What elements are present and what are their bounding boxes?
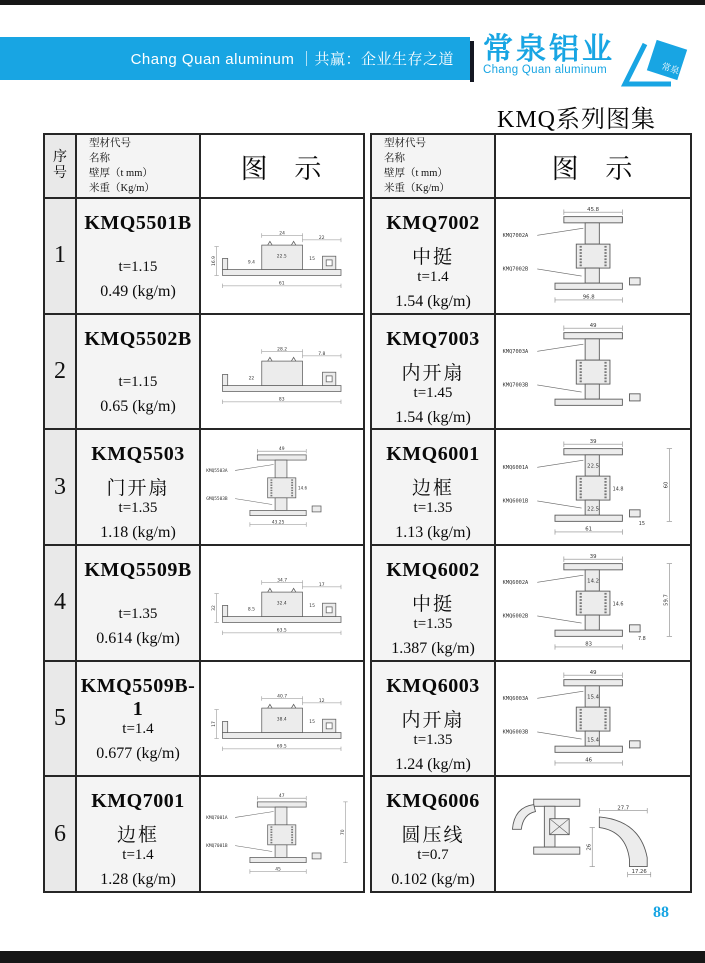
profile-cross-section xyxy=(204,214,360,297)
profile-weight: 1.387 (kg/m) xyxy=(391,640,475,658)
serial-cell xyxy=(45,430,77,544)
serial-header-label: 序号 xyxy=(53,149,67,181)
right-table xyxy=(370,133,692,893)
table-row xyxy=(45,662,363,778)
info-header-line: 壁厚（t mm） xyxy=(89,168,153,179)
svg-text:43.25: 43.25 xyxy=(271,520,285,526)
serial-cell xyxy=(45,662,77,776)
svg-text:KMQ7003B: KMQ7003B xyxy=(502,382,529,389)
profile-info-cell xyxy=(372,430,496,544)
profile-thickness: t=1.35 xyxy=(413,616,453,633)
profile-name: 中挺 xyxy=(411,247,454,268)
svg-text:12: 12 xyxy=(319,698,325,704)
brand-logo xyxy=(483,34,699,92)
svg-text:KMQ6001B: KMQ6001B xyxy=(502,498,529,505)
profile-name: 中挺 xyxy=(411,594,454,616)
profile-weight: 1.54 (kg/m) xyxy=(395,408,471,426)
table-row xyxy=(372,430,690,546)
profile-code: KMQ5501B xyxy=(84,212,192,234)
profile-code: KMQ5509B-1 xyxy=(80,674,196,720)
profile-info-cell xyxy=(77,430,201,544)
info-header-line: 名称 xyxy=(89,152,110,164)
profile-cross-section xyxy=(500,669,686,768)
svg-text:KMQ6001A: KMQ6001A xyxy=(502,464,529,471)
brand-name-en: Chang Quan aluminum xyxy=(483,63,607,76)
profile-weight: 1.18 (kg/m) xyxy=(100,524,176,542)
profile-thickness: t=1.45 xyxy=(413,384,453,401)
diamond-logo-icon xyxy=(615,34,699,92)
profile-thickness: t=1.15 xyxy=(118,258,158,275)
serial-number: 6 xyxy=(54,820,66,847)
profile-info xyxy=(77,430,199,544)
svg-text:KMQ7003A: KMQ7003A xyxy=(502,348,529,355)
serial-number: 4 xyxy=(54,589,66,616)
svg-text:49: 49 xyxy=(589,669,597,676)
profile-info-cell xyxy=(372,777,496,891)
header-serial-cell xyxy=(45,135,77,197)
profile-cross-section xyxy=(204,446,360,529)
svg-text:70: 70 xyxy=(341,829,347,835)
svg-text:45.8: 45.8 xyxy=(587,207,599,214)
svg-text:24: 24 xyxy=(279,231,286,237)
table-row xyxy=(45,546,363,662)
profile-info xyxy=(372,546,494,660)
svg-text:15: 15 xyxy=(638,520,645,527)
profile-cross-section xyxy=(204,330,360,413)
table-row xyxy=(45,315,363,431)
svg-text:34.7: 34.7 xyxy=(277,578,288,584)
svg-text:28.2: 28.2 xyxy=(277,347,288,353)
banner-divider xyxy=(470,41,474,82)
profile-cross-section xyxy=(500,553,686,652)
svg-text:45: 45 xyxy=(275,867,282,873)
header-info-cell xyxy=(372,135,496,197)
profile-drawing-cell xyxy=(496,777,690,891)
profile-weight: 0.677 (kg/m) xyxy=(96,745,180,763)
profile-info-cell xyxy=(372,199,496,313)
profile-code: KMQ7003 xyxy=(386,327,480,350)
info-header-line: 型材代号 xyxy=(384,137,426,149)
svg-text:61: 61 xyxy=(585,526,592,533)
info-header-line: 米重（Kg/m） xyxy=(89,183,155,195)
profile-info xyxy=(77,315,199,429)
svg-text:83: 83 xyxy=(279,397,285,403)
profile-info xyxy=(372,315,494,429)
profile-drawing-cell xyxy=(201,430,363,544)
profile-name: 圆压线 xyxy=(401,825,465,847)
svg-text:69.5: 69.5 xyxy=(277,744,287,750)
profile-thickness: t=0.7 xyxy=(417,847,449,864)
profile-drawing-cell xyxy=(496,430,690,544)
drawing-header-label: 图 示 xyxy=(240,153,332,184)
profile-weight: 1.24 (kg/m) xyxy=(395,755,471,773)
svg-text:KMQ5503A: KMQ5503A xyxy=(206,468,228,474)
profile-cross-section xyxy=(500,438,686,537)
profile-name: 内开扇 xyxy=(401,362,465,384)
profile-cross-section xyxy=(500,206,686,305)
profile-code: KMQ6002 xyxy=(386,559,480,582)
serial-number: 1 xyxy=(54,242,66,269)
profile-name: 内开扇 xyxy=(401,709,465,731)
svg-text:32: 32 xyxy=(212,605,218,612)
profile-info xyxy=(372,430,494,544)
svg-text:22.5: 22.5 xyxy=(587,462,599,469)
svg-text:GMQ5503B: GMQ5503B xyxy=(206,496,228,502)
profile-name: 门开扇 xyxy=(106,478,170,500)
bottom-black-bar xyxy=(0,951,705,963)
profile-info-cell xyxy=(77,315,201,429)
svg-text:22: 22 xyxy=(248,376,255,382)
profile-thickness: t=1.4 xyxy=(417,269,449,285)
svg-text:17: 17 xyxy=(319,583,325,589)
svg-text:14.6: 14.6 xyxy=(612,601,624,608)
profile-info-cell xyxy=(372,662,496,776)
svg-text:KMQ6003A: KMQ6003A xyxy=(502,695,529,702)
info-header-line: 名称 xyxy=(384,152,405,164)
header-drawing-cell xyxy=(201,135,363,197)
svg-text:47: 47 xyxy=(279,793,285,799)
table-header-row xyxy=(372,135,690,199)
header-banner xyxy=(0,37,470,80)
profile-cross-section xyxy=(204,561,360,644)
profile-drawing-cell xyxy=(496,546,690,660)
profile-code: KMQ7001 xyxy=(91,790,185,813)
svg-text:KMQ7002B: KMQ7002B xyxy=(502,266,529,273)
profile-cross-section xyxy=(500,785,686,884)
profile-info xyxy=(372,199,494,313)
svg-text:8.5: 8.5 xyxy=(248,607,256,613)
svg-text:32.4: 32.4 xyxy=(277,602,287,608)
profile-info-cell xyxy=(77,777,201,891)
serial-cell xyxy=(45,199,77,313)
profile-thickness: t=1.35 xyxy=(413,500,453,517)
profile-code: KMQ6003 xyxy=(386,674,480,697)
page-number: 88 xyxy=(653,904,669,921)
serial-number: 5 xyxy=(54,705,66,732)
table-header-row xyxy=(45,135,363,199)
svg-text:7.8: 7.8 xyxy=(637,636,646,643)
table-row xyxy=(372,777,690,891)
info-header-line: 米重（Kg/m） xyxy=(384,183,450,195)
svg-text:38.4: 38.4 xyxy=(277,717,287,723)
catalog-tables xyxy=(43,133,692,893)
profile-code: KMQ6006 xyxy=(386,790,480,813)
profile-weight: 1.54 (kg/m) xyxy=(395,293,471,310)
serial-cell xyxy=(45,546,77,660)
drawing-header-label: 图 示 xyxy=(551,153,643,184)
info-header-line: 壁厚（t mm） xyxy=(384,168,448,179)
profile-cross-section xyxy=(500,322,686,421)
svg-text:KMQ7002A: KMQ7002A xyxy=(502,233,529,240)
profile-weight: 1.28 (kg/m) xyxy=(100,871,176,889)
svg-text:49: 49 xyxy=(279,446,285,452)
svg-text:9.4: 9.4 xyxy=(248,260,256,266)
profile-code: KMQ5503 xyxy=(91,443,185,466)
table-row xyxy=(372,546,690,662)
header-drawing-cell xyxy=(496,135,690,197)
table-row xyxy=(372,315,690,431)
svg-text:83: 83 xyxy=(585,641,592,648)
table-row xyxy=(45,777,363,891)
serial-number: 3 xyxy=(54,473,66,500)
profile-info xyxy=(372,662,494,776)
profile-drawing-cell xyxy=(201,315,363,429)
svg-text:63.5: 63.5 xyxy=(277,629,287,635)
svg-text:22.5: 22.5 xyxy=(277,255,287,261)
profile-drawing-cell xyxy=(201,662,363,776)
svg-text:KMQ6002B: KMQ6002B xyxy=(502,613,529,620)
svg-text:59.7: 59.7 xyxy=(663,594,670,607)
profile-drawing-cell xyxy=(201,546,363,660)
profile-info-cell xyxy=(77,546,201,660)
profile-code: KMQ5509B xyxy=(84,559,192,582)
svg-text:7.8: 7.8 xyxy=(318,351,326,357)
profile-cross-section xyxy=(204,677,360,760)
serial-cell xyxy=(45,315,77,429)
svg-text:15.4: 15.4 xyxy=(587,694,599,701)
svg-text:60: 60 xyxy=(663,481,670,488)
profile-weight: 0.102 (kg/m) xyxy=(391,871,475,889)
profile-code: KMQ5502B xyxy=(84,327,192,350)
left-table xyxy=(43,133,365,893)
svg-text:14.8: 14.8 xyxy=(612,485,624,492)
svg-text:KMQ7001B: KMQ7001B xyxy=(206,843,228,849)
svg-text:49: 49 xyxy=(589,322,597,329)
svg-text:17.26: 17.26 xyxy=(631,868,647,875)
brand-name-cn: 常泉铝业 xyxy=(483,33,615,66)
top-black-bar xyxy=(0,0,705,5)
svg-text:15: 15 xyxy=(309,604,316,610)
svg-text:14.2: 14.2 xyxy=(587,578,599,585)
svg-text:26: 26 xyxy=(586,843,593,850)
banner-slogan: Chang Quan aluminum ｜共赢：企业生存之道 xyxy=(130,51,454,68)
svg-text:39: 39 xyxy=(589,438,597,445)
profile-weight: 0.49 (kg/m) xyxy=(100,282,176,300)
table-row xyxy=(45,430,363,546)
profile-info xyxy=(77,546,199,660)
profile-thickness: t=1.35 xyxy=(413,731,453,748)
profile-name: 边框 xyxy=(116,825,159,847)
profile-thickness: t=1.4 xyxy=(122,847,154,864)
profile-info-cell xyxy=(372,546,496,660)
profile-thickness: t=1.4 xyxy=(122,721,154,738)
svg-text:17: 17 xyxy=(212,721,218,727)
profile-info-cell xyxy=(372,315,496,429)
svg-text:KMQ6002A: KMQ6002A xyxy=(502,580,529,587)
profile-code: KMQ6001 xyxy=(386,443,480,466)
svg-text:KMQ6003B: KMQ6003B xyxy=(502,729,529,736)
header-info-cell xyxy=(77,135,201,197)
profile-drawing-cell xyxy=(496,199,690,313)
svg-text:22: 22 xyxy=(319,236,325,242)
profile-name: 边框 xyxy=(411,478,454,500)
profile-info xyxy=(77,662,199,776)
svg-text:46: 46 xyxy=(585,757,592,764)
svg-text:61: 61 xyxy=(279,282,285,288)
profile-drawing-cell xyxy=(201,777,363,891)
profile-info-cell xyxy=(77,662,201,776)
profile-drawing-cell xyxy=(496,662,690,776)
page-title: KMQ系列图集 xyxy=(497,107,657,133)
svg-text:22.5: 22.5 xyxy=(587,506,599,513)
svg-text:27.7: 27.7 xyxy=(617,804,630,811)
profile-thickness: t=1.35 xyxy=(118,500,158,517)
profile-code: KMQ7002 xyxy=(386,212,480,234)
profile-cross-section xyxy=(204,793,360,876)
profile-info xyxy=(77,777,199,891)
brand-text xyxy=(483,34,615,76)
profile-info-cell xyxy=(77,199,201,313)
svg-text:KMQ7001A: KMQ7001A xyxy=(206,815,228,821)
table-row xyxy=(45,199,363,315)
info-header-line: 型材代号 xyxy=(89,137,131,149)
logo-mark-text: 常泉 xyxy=(660,60,681,77)
profile-drawing-cell xyxy=(201,199,363,313)
svg-text:14.6: 14.6 xyxy=(298,485,308,491)
table-row xyxy=(372,662,690,778)
serial-number: 2 xyxy=(54,358,66,384)
profile-info xyxy=(77,199,199,313)
svg-text:15.4: 15.4 xyxy=(587,737,599,744)
svg-text:15: 15 xyxy=(309,257,316,263)
profile-weight: 0.65 (kg/m) xyxy=(100,398,176,416)
svg-text:15: 15 xyxy=(309,719,316,725)
svg-text:40.7: 40.7 xyxy=(277,694,288,700)
profile-drawing-cell xyxy=(496,315,690,429)
svg-text:16.9: 16.9 xyxy=(212,256,218,267)
profile-thickness: t=1.15 xyxy=(118,374,158,391)
svg-text:96.8: 96.8 xyxy=(582,294,595,301)
profile-thickness: t=1.35 xyxy=(118,605,158,622)
table-row xyxy=(372,199,690,315)
svg-text:39: 39 xyxy=(589,554,597,561)
serial-cell xyxy=(45,777,77,891)
profile-weight: 0.614 (kg/m) xyxy=(96,629,180,647)
profile-info xyxy=(372,777,494,891)
profile-weight: 1.13 (kg/m) xyxy=(395,524,471,542)
